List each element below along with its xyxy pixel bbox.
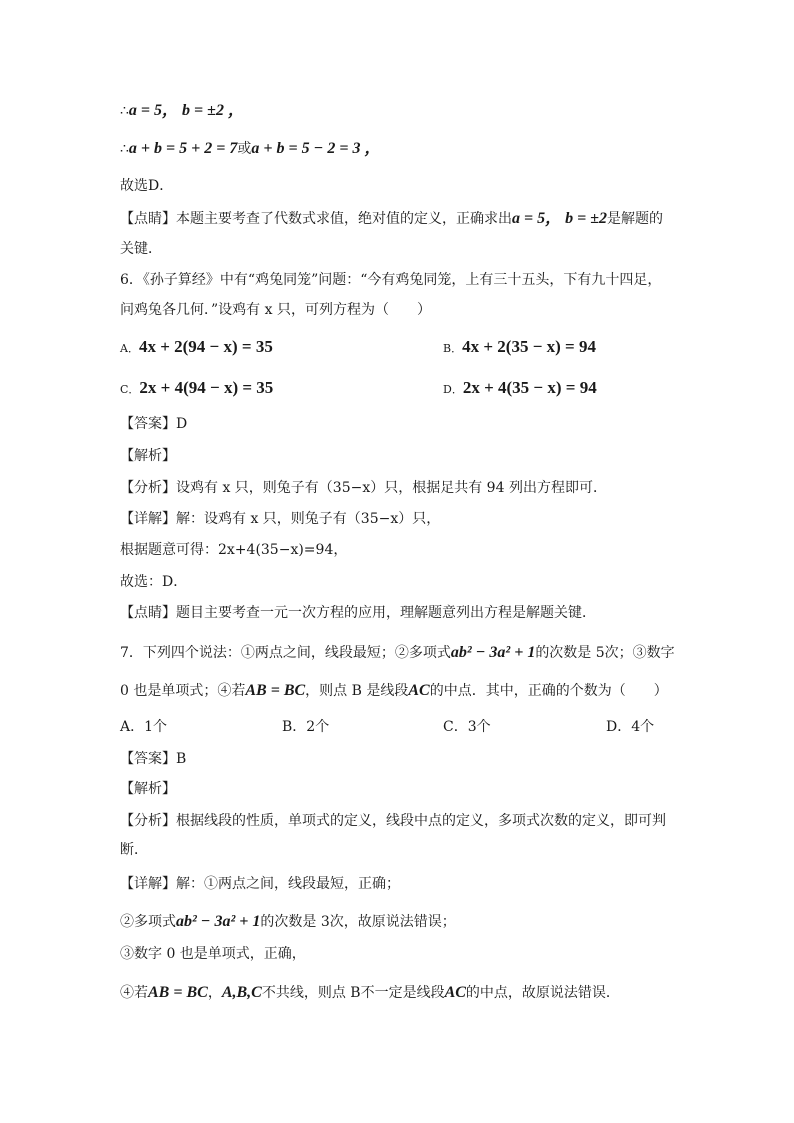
q7-point-2: [120, 912, 456, 932]
math-expression: AC: [408, 682, 430, 699]
stem-text: 的中点．其中，正确的个数为（ ）: [429, 683, 668, 699]
option-equation: 2x + 4(94 − x) = 35: [139, 378, 274, 397]
remark-line: [120, 209, 663, 229]
q7-stem-line-1: [120, 643, 675, 663]
detail-text: 的次数是 3次，故原说法错误；: [260, 914, 456, 930]
option-equation: 4x + 2(35 − x) = 94: [462, 337, 596, 356]
q7-option-c: C．3个: [443, 719, 491, 735]
stem-text: 0 也是单项式；④若: [120, 683, 246, 699]
q6-stem-line-1: 6．《孙子算经》中有“鸡兔同笼”问题：“今有鸡兔同笼，上有三十五头，下有九十四足，: [120, 272, 662, 288]
therefore-symbol: ∴: [120, 103, 129, 119]
math-expression: ab² − 3a² + 1: [450, 644, 536, 661]
q7-analysis-line-2: 断．: [120, 842, 148, 858]
math-expression: a = 5， b = ±2 ，: [128, 102, 244, 119]
q7-option-b: B．2个: [282, 719, 330, 735]
q6-option-b: [443, 337, 596, 359]
stem-text: 7．下列四个说法：①两点之间，线段最短；②多项式: [120, 645, 451, 661]
q6-detail-line: 【详解】解：设鸡有 x 只，则兔子有（35−x）只，: [120, 511, 441, 527]
q7-point-3: ③数字 0 也是单项式，正确，: [120, 946, 306, 962]
q6-equation-line: 根据题意可得：2x+4(35−x)=94，: [120, 542, 348, 558]
detail-text: ④若: [120, 985, 148, 1001]
q6-option-d: [443, 378, 597, 400]
q7-analysis-line-1: 【分析】根据线段的性质，单项式的定义，线段中点的定义，多项式次数的定义，即可判: [120, 813, 666, 829]
math-expression: AB = BC: [148, 984, 208, 1001]
q7-analysis-heading: 【解析】: [120, 781, 176, 797]
math-expression: ab² − 3a² + 1: [176, 913, 261, 930]
detail-text: ②多项式: [120, 914, 176, 930]
option-label: A．: [120, 342, 139, 355]
remark-text: 【点睛】本题主要考查了代数式求值，绝对值的定义，正确求出: [120, 211, 512, 227]
remark-text: 是解题的: [607, 211, 664, 227]
math-expression: a = 5， b = ±2: [512, 210, 608, 227]
q6-stem-line-2: 问鸡兔各几何．”设鸡有 x 只，可列方程为（ ）: [120, 302, 431, 318]
q6-choose-line: 故选：D．: [120, 574, 188, 590]
q6-option-c: [120, 378, 273, 400]
solution-line-2: [120, 139, 380, 159]
solution-line-1: [120, 101, 244, 121]
q6-option-a: [120, 337, 273, 359]
q6-analysis-heading: 【解析】: [120, 448, 176, 464]
option-label: C．: [120, 383, 140, 396]
remark-line-2: 关键．: [120, 241, 162, 257]
option-equation: 4x + 2(94 − x) = 35: [138, 337, 273, 356]
stem-text: 的次数是 5次；③数字: [535, 645, 675, 661]
q7-point-4: [120, 983, 620, 1003]
option-equation: 2x + 4(35 − x) = 94: [462, 378, 597, 397]
q6-answer: 【答案】D: [120, 416, 188, 432]
math-expression: AB = BC: [245, 682, 306, 699]
detail-text: 的中点，故原说法错误．: [465, 985, 620, 1001]
choose-line: 故选D．: [120, 178, 174, 194]
math-expression: a + b = 5 − 2 = 3 ，: [251, 140, 381, 157]
q7-detail-line: 【详解】解：①两点之间，线段最短，正确；: [120, 876, 400, 892]
q7-option-d: D．4个: [606, 719, 655, 735]
q6-analysis-line: 【分析】设鸡有 x 只，则兔子有（35−x）只，根据足共有 94 列出方程即可．: [120, 480, 607, 496]
detail-text: ，: [207, 985, 222, 1001]
option-label: B．: [443, 342, 463, 355]
q7-option-a: A．1个: [120, 719, 168, 735]
stem-text: ，则点 B 是线段: [305, 683, 409, 699]
detail-text: 不共线，则点 B不一定是线段: [261, 985, 445, 1001]
q7-answer: 【答案】B: [120, 751, 187, 767]
option-label: D．: [443, 383, 463, 396]
or-text: 或: [237, 141, 252, 157]
math-expression: a + b = 5 + 2 = 7: [128, 140, 238, 157]
math-expression: AC: [444, 984, 466, 1001]
q6-remark-line: 【点睛】题目主要考查一元一次方程的应用，理解题意列出方程是解题关键．: [120, 605, 596, 621]
therefore-symbol: ∴: [120, 141, 129, 157]
q7-stem-line-2: [120, 681, 668, 701]
math-expression: A,B,C: [221, 984, 262, 1001]
